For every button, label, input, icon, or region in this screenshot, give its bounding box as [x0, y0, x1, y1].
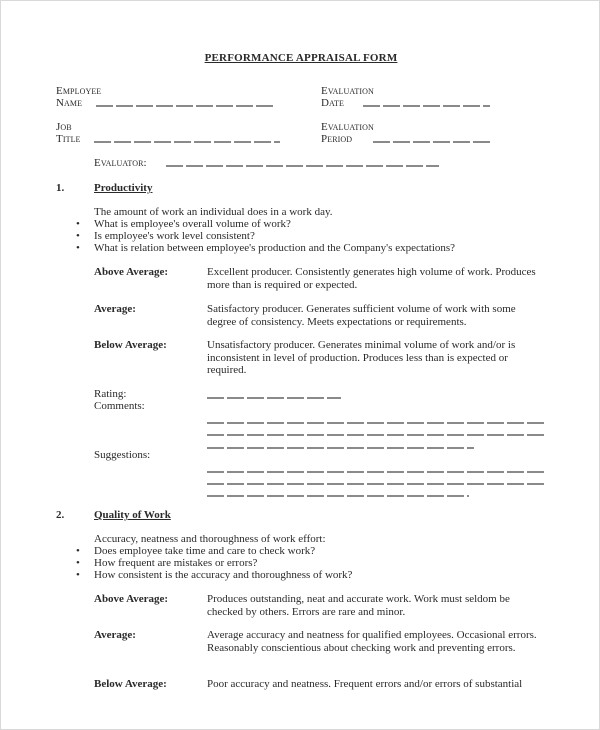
evaluation-date-field[interactable]	[363, 105, 490, 107]
section-1-comments-line-2[interactable]	[207, 434, 544, 436]
section-2-above-average-label: Above Average:	[94, 593, 169, 605]
bullet-icon: •	[76, 569, 80, 581]
evaluation-period-label-line2: Period	[321, 133, 353, 145]
bullet-icon: •	[76, 242, 80, 254]
section-1-suggestions-label: Suggestions:	[94, 449, 151, 461]
section-2-above-average-text: Produces outstanding, neat and accurate work. Work must seldom be checked by others. Errors are rare and minor.	[207, 593, 510, 618]
section-1-rating-label: Rating:	[94, 388, 127, 400]
form-title: PERFORMANCE APPRAISAL FORM	[204, 52, 398, 64]
evaluator-label: Evaluator:	[94, 157, 147, 169]
evaluation-period-field[interactable]	[373, 141, 490, 143]
section-1-bullet-2: Is employee's work level consistent?	[94, 230, 255, 242]
section-2-number: 2.	[56, 509, 65, 521]
bullet-icon: •	[76, 545, 80, 557]
section-2-intro: Accuracy, neatness and thoroughness of work effort:	[94, 533, 326, 545]
section-1-comments-line-1[interactable]	[207, 422, 544, 424]
section-2-bullet-2: How frequent are mistakes or errors?	[94, 557, 258, 569]
section-1-above-average-text: Excellent producer. Consistently generates high volume of work. Produces more than is required or expected.	[207, 266, 536, 291]
bullet-icon: •	[76, 230, 80, 242]
job-title-field[interactable]	[94, 141, 280, 143]
evaluation-date-label-line1: Evaluation	[321, 85, 374, 97]
section-1-average-text: Satisfactory producer. Generates sufficient volume of work with some degree of consistency. Meets expectations or requirements.	[207, 303, 516, 328]
section-1-bullet-3: What is relation between employee's production and the Company's expectations?	[94, 242, 456, 254]
section-1-below-average-text: Unsatisfactory producer. Generates minimal volume of work and/or is inconsistent in level of production. Produces less than is expected or required.	[207, 339, 516, 376]
section-2-title: Quality of Work	[94, 509, 171, 521]
section-1-intro: The amount of work an individual does in a work day.	[94, 206, 333, 218]
section-2-bullet-3: How consistent is the accuracy and thoroughness of work?	[94, 569, 353, 581]
section-1-title: Productivity	[94, 182, 153, 194]
bullet-icon: •	[76, 557, 80, 569]
section-1-rating-field[interactable]	[207, 397, 341, 399]
section-1-suggestions-line-3[interactable]	[207, 495, 469, 497]
section-1-number: 1.	[56, 182, 65, 194]
evaluation-period-label-line1: Evaluation	[321, 121, 374, 133]
section-1-comments-line-3[interactable]	[207, 447, 474, 449]
section-1-below-average-label: Below Average:	[94, 339, 167, 351]
section-1-average-label: Average:	[94, 303, 136, 315]
section-2-bullet-1: Does employee take time and care to check work?	[94, 545, 316, 557]
section-1-comments-label: Comments:	[94, 400, 145, 412]
section-2-average-label: Average:	[94, 629, 136, 641]
evaluator-field[interactable]	[166, 165, 439, 167]
employee-name-label-line2: Name	[56, 97, 83, 109]
section-1-above-average-label: Above Average:	[94, 266, 169, 278]
section-1-bullet-1: What is employee's overall volume of work?	[94, 218, 291, 230]
job-title-label-line1: Job	[56, 121, 72, 133]
employee-name-field[interactable]	[96, 105, 276, 107]
section-2-below-average-label: Below Average:	[94, 678, 167, 690]
employee-name-label-line1: Employee	[56, 85, 102, 97]
bullet-icon: •	[76, 218, 80, 230]
job-title-label-line2: Title	[56, 133, 81, 145]
section-1-suggestions-line-1[interactable]	[207, 471, 544, 473]
section-1-suggestions-line-2[interactable]	[207, 483, 544, 485]
section-2-average-text: Average accuracy and neatness for qualified employees. Occasional errors. Reasonably conscientious about checking work and preventing errors.	[207, 629, 537, 654]
section-2-below-average-text: Poor accuracy and neatness. Frequent errors and/or errors of substantial	[207, 678, 523, 690]
evaluation-date-label-line2: Date	[321, 97, 345, 109]
